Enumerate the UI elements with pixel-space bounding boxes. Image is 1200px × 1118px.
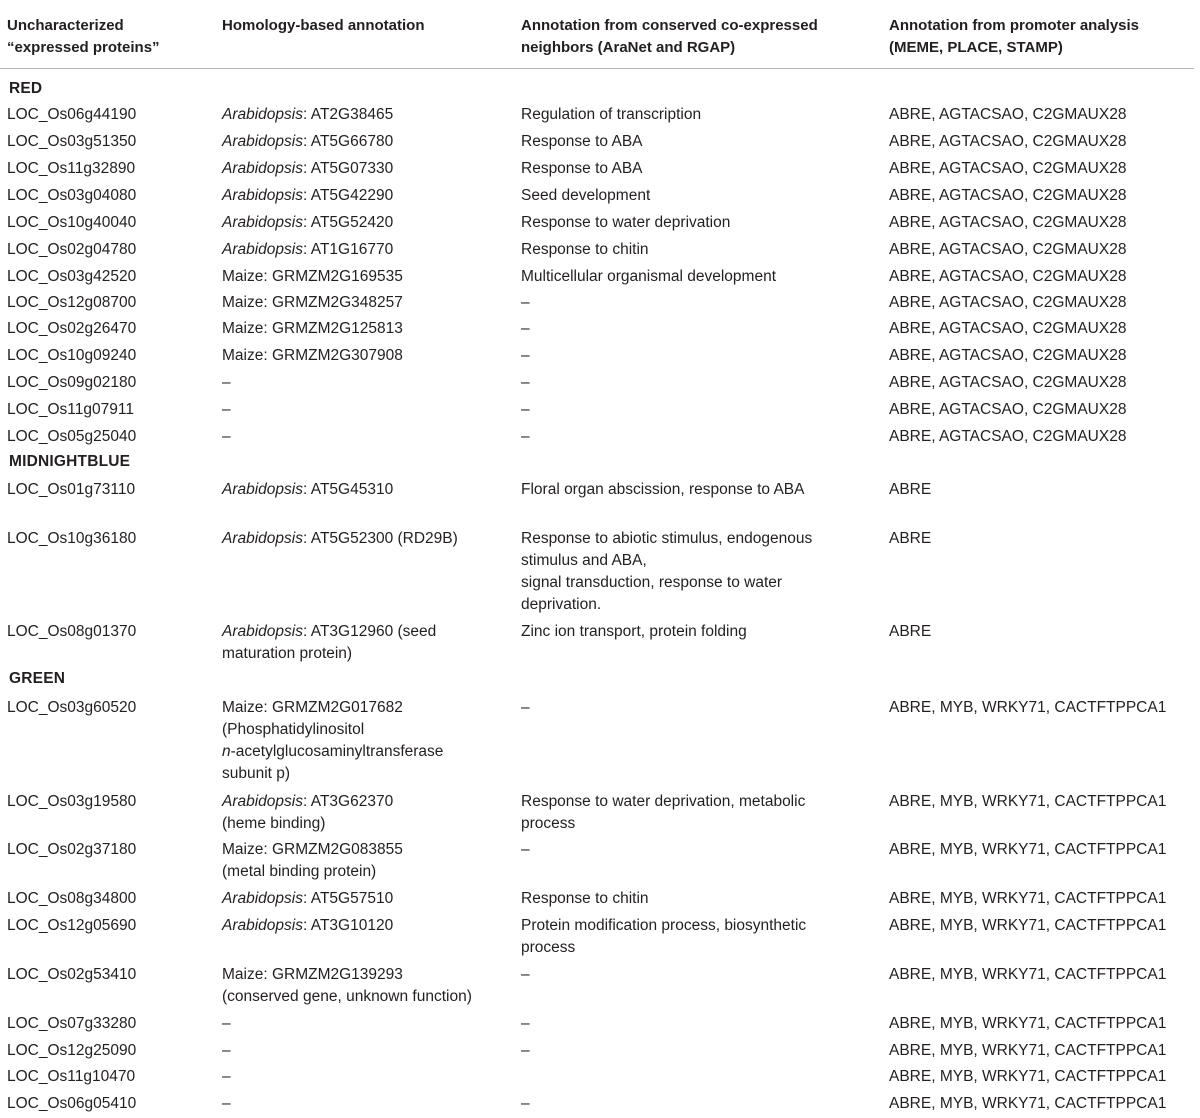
homology-text: Maize: GRMZM2G348257 (222, 294, 403, 311)
promoter-annotation-line: ABRE, AGTACSAO, C2GMAUX28 (889, 214, 1127, 231)
neighbor-annotation-line: Response to ABA (521, 160, 643, 177)
locus-id-cell (7, 239, 212, 261)
neighbor-annotation-line: deprivation. (521, 596, 602, 613)
locus-id-cell (7, 1040, 212, 1062)
neighbor-annotation-line: Response to abiotic stimulus, endogenous (521, 530, 813, 547)
neighbor-annotation-cell (521, 479, 881, 501)
neighbor-annotation-line: – (521, 1015, 530, 1032)
homology-text: Maize: GRMZM2G017682 (222, 699, 403, 716)
species-name: n (222, 743, 231, 760)
promoter-annotation-line: ABRE, AGTACSAO, C2GMAUX28 (889, 133, 1127, 150)
neighbor-annotation-line: Response to water deprivation, metabolic (521, 793, 806, 810)
header-line: neighbors (AraNet and RGAP) (521, 39, 736, 56)
homology-line (222, 372, 512, 394)
neighbor-annotation-cell (521, 1093, 881, 1115)
neighbor-annotation-cell (521, 131, 881, 153)
promoter-annotation-line: ABRE, MYB, WRKY71, CACTFTPPCA1 (889, 1095, 1167, 1112)
neighbor-annotation-cell (521, 292, 881, 314)
locus-id-cell (7, 479, 212, 501)
homology-cell (222, 1066, 512, 1088)
species-name: Arabidopsis (222, 160, 303, 177)
locus-id: LOC_Os02g37180 (7, 841, 137, 858)
homology-cell (222, 426, 512, 448)
promoter-annotation-line: ABRE, MYB, WRKY71, CACTFTPPCA1 (889, 966, 1167, 983)
locus-id-cell (7, 158, 212, 180)
promoter-annotation-cell (889, 372, 1189, 394)
homology-cell (222, 915, 512, 937)
locus-id-cell (7, 372, 212, 394)
locus-id: LOC_Os12g25090 (7, 1042, 137, 1059)
neighbor-annotation-line: Response to chitin (521, 890, 649, 907)
homology-line (222, 158, 512, 180)
homology-text: : AT5G52300 (RD29B) (303, 530, 458, 547)
header-homology (222, 15, 425, 37)
promoter-annotation-line: ABRE, AGTACSAO, C2GMAUX28 (889, 187, 1127, 204)
locus-id: LOC_Os06g05410 (7, 1095, 137, 1112)
locus-id-cell (7, 266, 212, 288)
homology-line (222, 426, 512, 448)
locus-id: LOC_Os03g19580 (7, 793, 137, 810)
group-label-midnightblue: MIDNIGHTBLUE (9, 453, 131, 470)
promoter-annotation-line: ABRE, MYB, WRKY71, CACTFTPPCA1 (889, 793, 1167, 810)
neighbor-annotation-line: Multicellular organismal development (521, 268, 777, 285)
promoter-annotation-cell (889, 158, 1189, 180)
species-name: Arabidopsis (222, 241, 303, 258)
locus-id: LOC_Os03g51350 (7, 133, 137, 150)
promoter-annotation-line: ABRE, AGTACSAO, C2GMAUX28 (889, 428, 1127, 445)
neighbor-annotation-line: – (521, 699, 530, 716)
promoter-annotation-line: ABRE, AGTACSAO, C2GMAUX28 (889, 268, 1127, 285)
promoter-annotation-line: ABRE, AGTACSAO, C2GMAUX28 (889, 320, 1127, 337)
homology-text: – (222, 1095, 231, 1112)
homology-line (222, 791, 512, 813)
promoter-annotation-line: ABRE (889, 623, 932, 640)
homology-cell (222, 104, 512, 126)
locus-id: LOC_Os10g36180 (7, 530, 137, 547)
homology-line (222, 528, 512, 550)
locus-id-cell (7, 791, 212, 813)
promoter-annotation-cell (889, 479, 1189, 501)
locus-id: LOC_Os07g33280 (7, 1015, 137, 1032)
header-neighbors (521, 15, 818, 59)
promoter-annotation-line: ABRE, AGTACSAO, C2GMAUX28 (889, 241, 1127, 258)
neighbor-annotation-line: Response to ABA (521, 133, 643, 150)
species-name: Arabidopsis (222, 106, 303, 123)
homology-line (222, 986, 512, 1008)
locus-id: LOC_Os10g40040 (7, 214, 137, 231)
header-expressed-proteins (7, 15, 160, 59)
homology-text: subunit p) (222, 765, 291, 782)
homology-text: : AT3G12960 (seed (303, 623, 437, 640)
header-line: Annotation from promoter analysis (889, 17, 1140, 34)
promoter-annotation-cell (889, 915, 1189, 937)
promoter-annotation-line: ABRE, MYB, WRKY71, CACTFTPPCA1 (889, 1015, 1167, 1032)
locus-id: LOC_Os05g25040 (7, 428, 137, 445)
neighbor-annotation-cell (521, 528, 881, 616)
locus-id-cell (7, 528, 212, 550)
neighbor-annotation-cell (521, 888, 881, 910)
locus-id: LOC_Os11g07911 (7, 401, 134, 418)
neighbor-annotation-line: Seed development (521, 187, 651, 204)
promoter-annotation-cell (889, 185, 1189, 207)
promoter-annotation-cell (889, 266, 1189, 288)
species-name: Arabidopsis (222, 793, 303, 810)
locus-id-cell (7, 399, 212, 421)
homology-line (222, 643, 512, 665)
homology-cell (222, 212, 512, 234)
neighbor-annotation-cell (521, 266, 881, 288)
homology-text: Maize: GRMZM2G125813 (222, 320, 403, 337)
homology-cell (222, 697, 512, 785)
locus-id-cell (7, 964, 212, 986)
homology-line (222, 318, 512, 340)
homology-line (222, 1040, 512, 1062)
locus-id-cell (7, 292, 212, 314)
neighbor-annotation-cell (521, 697, 881, 719)
promoter-annotation-cell (889, 1013, 1189, 1035)
homology-line (222, 1013, 512, 1035)
homology-text: Maize: GRMZM2G083855 (222, 841, 403, 858)
promoter-annotation-line: ABRE, MYB, WRKY71, CACTFTPPCA1 (889, 841, 1167, 858)
promoter-annotation-cell (889, 212, 1189, 234)
homology-line (222, 763, 512, 785)
locus-id-cell (7, 318, 212, 340)
homology-line (222, 813, 512, 835)
promoter-annotation-line: ABRE, MYB, WRKY71, CACTFTPPCA1 (889, 890, 1167, 907)
locus-id-cell (7, 212, 212, 234)
locus-id-cell (7, 915, 212, 937)
promoter-annotation-cell (889, 345, 1189, 367)
promoter-annotation-line: ABRE, MYB, WRKY71, CACTFTPPCA1 (889, 1068, 1167, 1085)
promoter-annotation-cell (889, 104, 1189, 126)
homology-line (222, 861, 512, 883)
homology-line (222, 212, 512, 234)
neighbor-annotation-cell (521, 1013, 881, 1035)
homology-text: : AT5G57510 (303, 890, 394, 907)
homology-cell (222, 185, 512, 207)
neighbor-annotation-cell (521, 318, 881, 340)
neighbor-annotation-cell (521, 964, 881, 986)
homology-cell (222, 479, 512, 501)
species-name: Arabidopsis (222, 133, 303, 150)
homology-line (222, 292, 512, 314)
homology-line (222, 839, 512, 861)
homology-line (222, 185, 512, 207)
neighbor-annotation-cell (521, 426, 881, 448)
promoter-annotation-cell (889, 697, 1189, 719)
promoter-annotation-line: ABRE, AGTACSAO, C2GMAUX28 (889, 374, 1127, 391)
locus-id: LOC_Os03g60520 (7, 699, 137, 716)
neighbor-annotation-line: – (521, 841, 530, 858)
locus-id-cell (7, 888, 212, 910)
homology-text: : AT5G07330 (303, 160, 394, 177)
promoter-annotation-cell (889, 131, 1189, 153)
neighbor-annotation-cell (521, 1040, 881, 1062)
homology-text: – (222, 1015, 231, 1032)
promoter-annotation-cell (889, 528, 1189, 550)
locus-id: LOC_Os11g10470 (7, 1068, 136, 1085)
locus-id-cell (7, 1013, 212, 1035)
locus-id: LOC_Os12g05690 (7, 917, 137, 934)
header-line: Uncharacterized (7, 17, 124, 34)
neighbor-annotation-cell (521, 104, 881, 126)
locus-id: LOC_Os06g44190 (7, 106, 137, 123)
homology-text: – (222, 428, 231, 445)
neighbor-annotation-line: – (521, 428, 530, 445)
homology-text: -acetylglucosaminyltransferase (230, 743, 444, 760)
species-name: Arabidopsis (222, 187, 303, 204)
homology-text: : AT5G52420 (303, 214, 394, 231)
neighbor-annotation-line: – (521, 401, 530, 418)
homology-cell (222, 1040, 512, 1062)
homology-text: (Phosphatidylinositol (222, 721, 365, 738)
locus-id: LOC_Os08g01370 (7, 623, 137, 640)
homology-line (222, 888, 512, 910)
homology-text: – (222, 401, 231, 418)
promoter-annotation-line: ABRE, AGTACSAO, C2GMAUX28 (889, 294, 1127, 311)
homology-text: : AT5G45310 (303, 481, 394, 498)
neighbor-annotation-cell (521, 158, 881, 180)
homology-cell (222, 399, 512, 421)
homology-text: : AT3G10120 (303, 917, 394, 934)
homology-cell (222, 239, 512, 261)
neighbor-annotation-cell (521, 345, 881, 367)
homology-text: maturation protein) (222, 645, 353, 662)
neighbor-annotation-line: Regulation of transcription (521, 106, 702, 123)
homology-cell (222, 1013, 512, 1035)
promoter-annotation-cell (889, 426, 1189, 448)
homology-cell (222, 266, 512, 288)
homology-text: : AT2G38465 (303, 106, 394, 123)
locus-id: LOC_Os08g34800 (7, 890, 137, 907)
homology-line (222, 741, 512, 763)
locus-id: LOC_Os02g04780 (7, 241, 137, 258)
species-name: Arabidopsis (222, 481, 303, 498)
neighbor-annotation-cell (521, 839, 881, 861)
locus-id-cell (7, 185, 212, 207)
promoter-annotation-cell (889, 292, 1189, 314)
header-line: Homology-based annotation (222, 17, 425, 34)
neighbor-annotation-cell (521, 399, 881, 421)
promoter-annotation-cell (889, 888, 1189, 910)
homology-cell (222, 318, 512, 340)
homology-line (222, 1093, 512, 1115)
species-name: Arabidopsis (222, 917, 303, 934)
table-header (0, 0, 1194, 69)
promoter-annotation-cell (889, 621, 1189, 643)
homology-line (222, 266, 512, 288)
promoter-annotation-line: ABRE, AGTACSAO, C2GMAUX28 (889, 347, 1127, 364)
homology-line (222, 964, 512, 986)
homology-text: Maize: GRMZM2G169535 (222, 268, 403, 285)
homology-text: : AT3G62370 (303, 793, 394, 810)
locus-id: LOC_Os10g09240 (7, 347, 137, 364)
homology-cell (222, 528, 512, 550)
promoter-annotation-cell (889, 239, 1189, 261)
homology-text: (heme binding) (222, 815, 326, 832)
homology-text: (metal binding protein) (222, 863, 377, 880)
locus-id: LOC_Os03g42520 (7, 268, 137, 285)
neighbor-annotation-line: – (521, 1042, 530, 1059)
neighbor-annotation-cell (521, 372, 881, 394)
homology-text: Maize: GRMZM2G307908 (222, 347, 403, 364)
homology-text: : AT1G16770 (303, 241, 394, 258)
neighbor-annotation-line: Protein modification process, biosynthetic (521, 917, 807, 934)
homology-cell (222, 621, 512, 665)
promoter-annotation-line: ABRE (889, 530, 932, 547)
group-label-red: RED (9, 80, 43, 97)
promoter-annotation-line: ABRE, AGTACSAO, C2GMAUX28 (889, 106, 1127, 123)
homology-text: – (222, 1068, 231, 1085)
neighbor-annotation-cell (521, 915, 881, 959)
neighbor-annotation-line: process (521, 815, 576, 832)
homology-line (222, 479, 512, 501)
promoter-annotation-line: ABRE (889, 481, 932, 498)
homology-text: : AT5G66780 (303, 133, 394, 150)
locus-id-cell (7, 621, 212, 643)
neighbor-annotation-line: – (521, 966, 530, 983)
homology-cell (222, 292, 512, 314)
neighbor-annotation-line: signal transduction, response to water (521, 574, 783, 591)
locus-id-cell (7, 839, 212, 861)
homology-cell (222, 158, 512, 180)
locus-id-cell (7, 131, 212, 153)
homology-cell (222, 791, 512, 835)
homology-line (222, 1066, 512, 1088)
neighbor-annotation-line: – (521, 347, 530, 364)
homology-text: : AT5G42290 (303, 187, 394, 204)
neighbor-annotation-line: – (521, 1095, 530, 1112)
locus-id-cell (7, 345, 212, 367)
locus-id-cell (7, 426, 212, 448)
species-name: Arabidopsis (222, 890, 303, 907)
neighbor-annotation-line: Zinc ion transport, protein folding (521, 623, 747, 640)
locus-id: LOC_Os12g08700 (7, 294, 137, 311)
neighbor-annotation-line: Response to chitin (521, 241, 649, 258)
locus-id: LOC_Os01g73110 (7, 481, 136, 498)
homology-line (222, 697, 512, 719)
locus-id: LOC_Os02g53410 (7, 966, 137, 983)
promoter-annotation-cell (889, 839, 1189, 861)
homology-line (222, 621, 512, 643)
promoter-annotation-line: ABRE, AGTACSAO, C2GMAUX28 (889, 160, 1127, 177)
promoter-annotation-line: ABRE, MYB, WRKY71, CACTFTPPCA1 (889, 1042, 1167, 1059)
homology-cell (222, 131, 512, 153)
promoter-annotation-cell (889, 399, 1189, 421)
homology-line (222, 915, 512, 937)
homology-cell (222, 372, 512, 394)
homology-text: – (222, 1042, 231, 1059)
locus-id-cell (7, 104, 212, 126)
group-label-green: GREEN (9, 670, 66, 687)
species-name: Arabidopsis (222, 530, 303, 547)
promoter-annotation-cell (889, 791, 1189, 813)
locus-id: LOC_Os02g26470 (7, 320, 137, 337)
homology-text: Maize: GRMZM2G139293 (222, 966, 403, 983)
homology-cell (222, 345, 512, 367)
homology-cell (222, 964, 512, 1008)
promoter-annotation-line: ABRE, MYB, WRKY71, CACTFTPPCA1 (889, 917, 1167, 934)
locus-id: LOC_Os03g04080 (7, 187, 137, 204)
neighbor-annotation-cell (521, 621, 881, 643)
promoter-annotation-cell (889, 1066, 1189, 1088)
header-line: “expressed proteins” (7, 39, 160, 56)
neighbor-annotation-line: Floral organ abscission, response to ABA (521, 481, 805, 498)
homology-line (222, 104, 512, 126)
locus-id-cell (7, 1066, 212, 1088)
neighbor-annotation-cell (521, 239, 881, 261)
locus-id-cell (7, 697, 212, 719)
promoter-annotation-line: ABRE, MYB, WRKY71, CACTFTPPCA1 (889, 699, 1167, 716)
neighbor-annotation-cell (521, 791, 881, 835)
neighbor-annotation-line: – (521, 320, 530, 337)
neighbor-annotation-line: Response to water deprivation (521, 214, 731, 231)
locus-id-cell (7, 1093, 212, 1115)
promoter-annotation-cell (889, 1093, 1189, 1115)
promoter-annotation-cell (889, 1040, 1189, 1062)
neighbor-annotation-line: process (521, 939, 576, 956)
header-line: Annotation from conserved co-expressed (521, 17, 818, 34)
homology-cell (222, 839, 512, 883)
homology-line (222, 345, 512, 367)
homology-text: (conserved gene, unknown function) (222, 988, 472, 1005)
locus-id: LOC_Os09g02180 (7, 374, 137, 391)
locus-id: LOC_Os11g32890 (7, 160, 136, 177)
homology-cell (222, 1093, 512, 1115)
neighbor-annotation-line: – (521, 374, 530, 391)
neighbor-annotation-line: stimulus and ABA, (521, 552, 647, 569)
homology-line (222, 399, 512, 421)
homology-line (222, 239, 512, 261)
neighbor-annotation-cell (521, 185, 881, 207)
header-line: (MEME, PLACE, STAMP) (889, 39, 1063, 56)
homology-line (222, 719, 512, 741)
promoter-annotation-cell (889, 964, 1189, 986)
homology-cell (222, 888, 512, 910)
header-promoter (889, 15, 1139, 59)
promoter-annotation-line: ABRE, AGTACSAO, C2GMAUX28 (889, 401, 1127, 418)
neighbor-annotation-line: – (521, 294, 530, 311)
neighbor-annotation-cell (521, 212, 881, 234)
species-name: Arabidopsis (222, 214, 303, 231)
species-name: Arabidopsis (222, 623, 303, 640)
homology-line (222, 131, 512, 153)
homology-text: – (222, 374, 231, 391)
promoter-annotation-cell (889, 318, 1189, 340)
